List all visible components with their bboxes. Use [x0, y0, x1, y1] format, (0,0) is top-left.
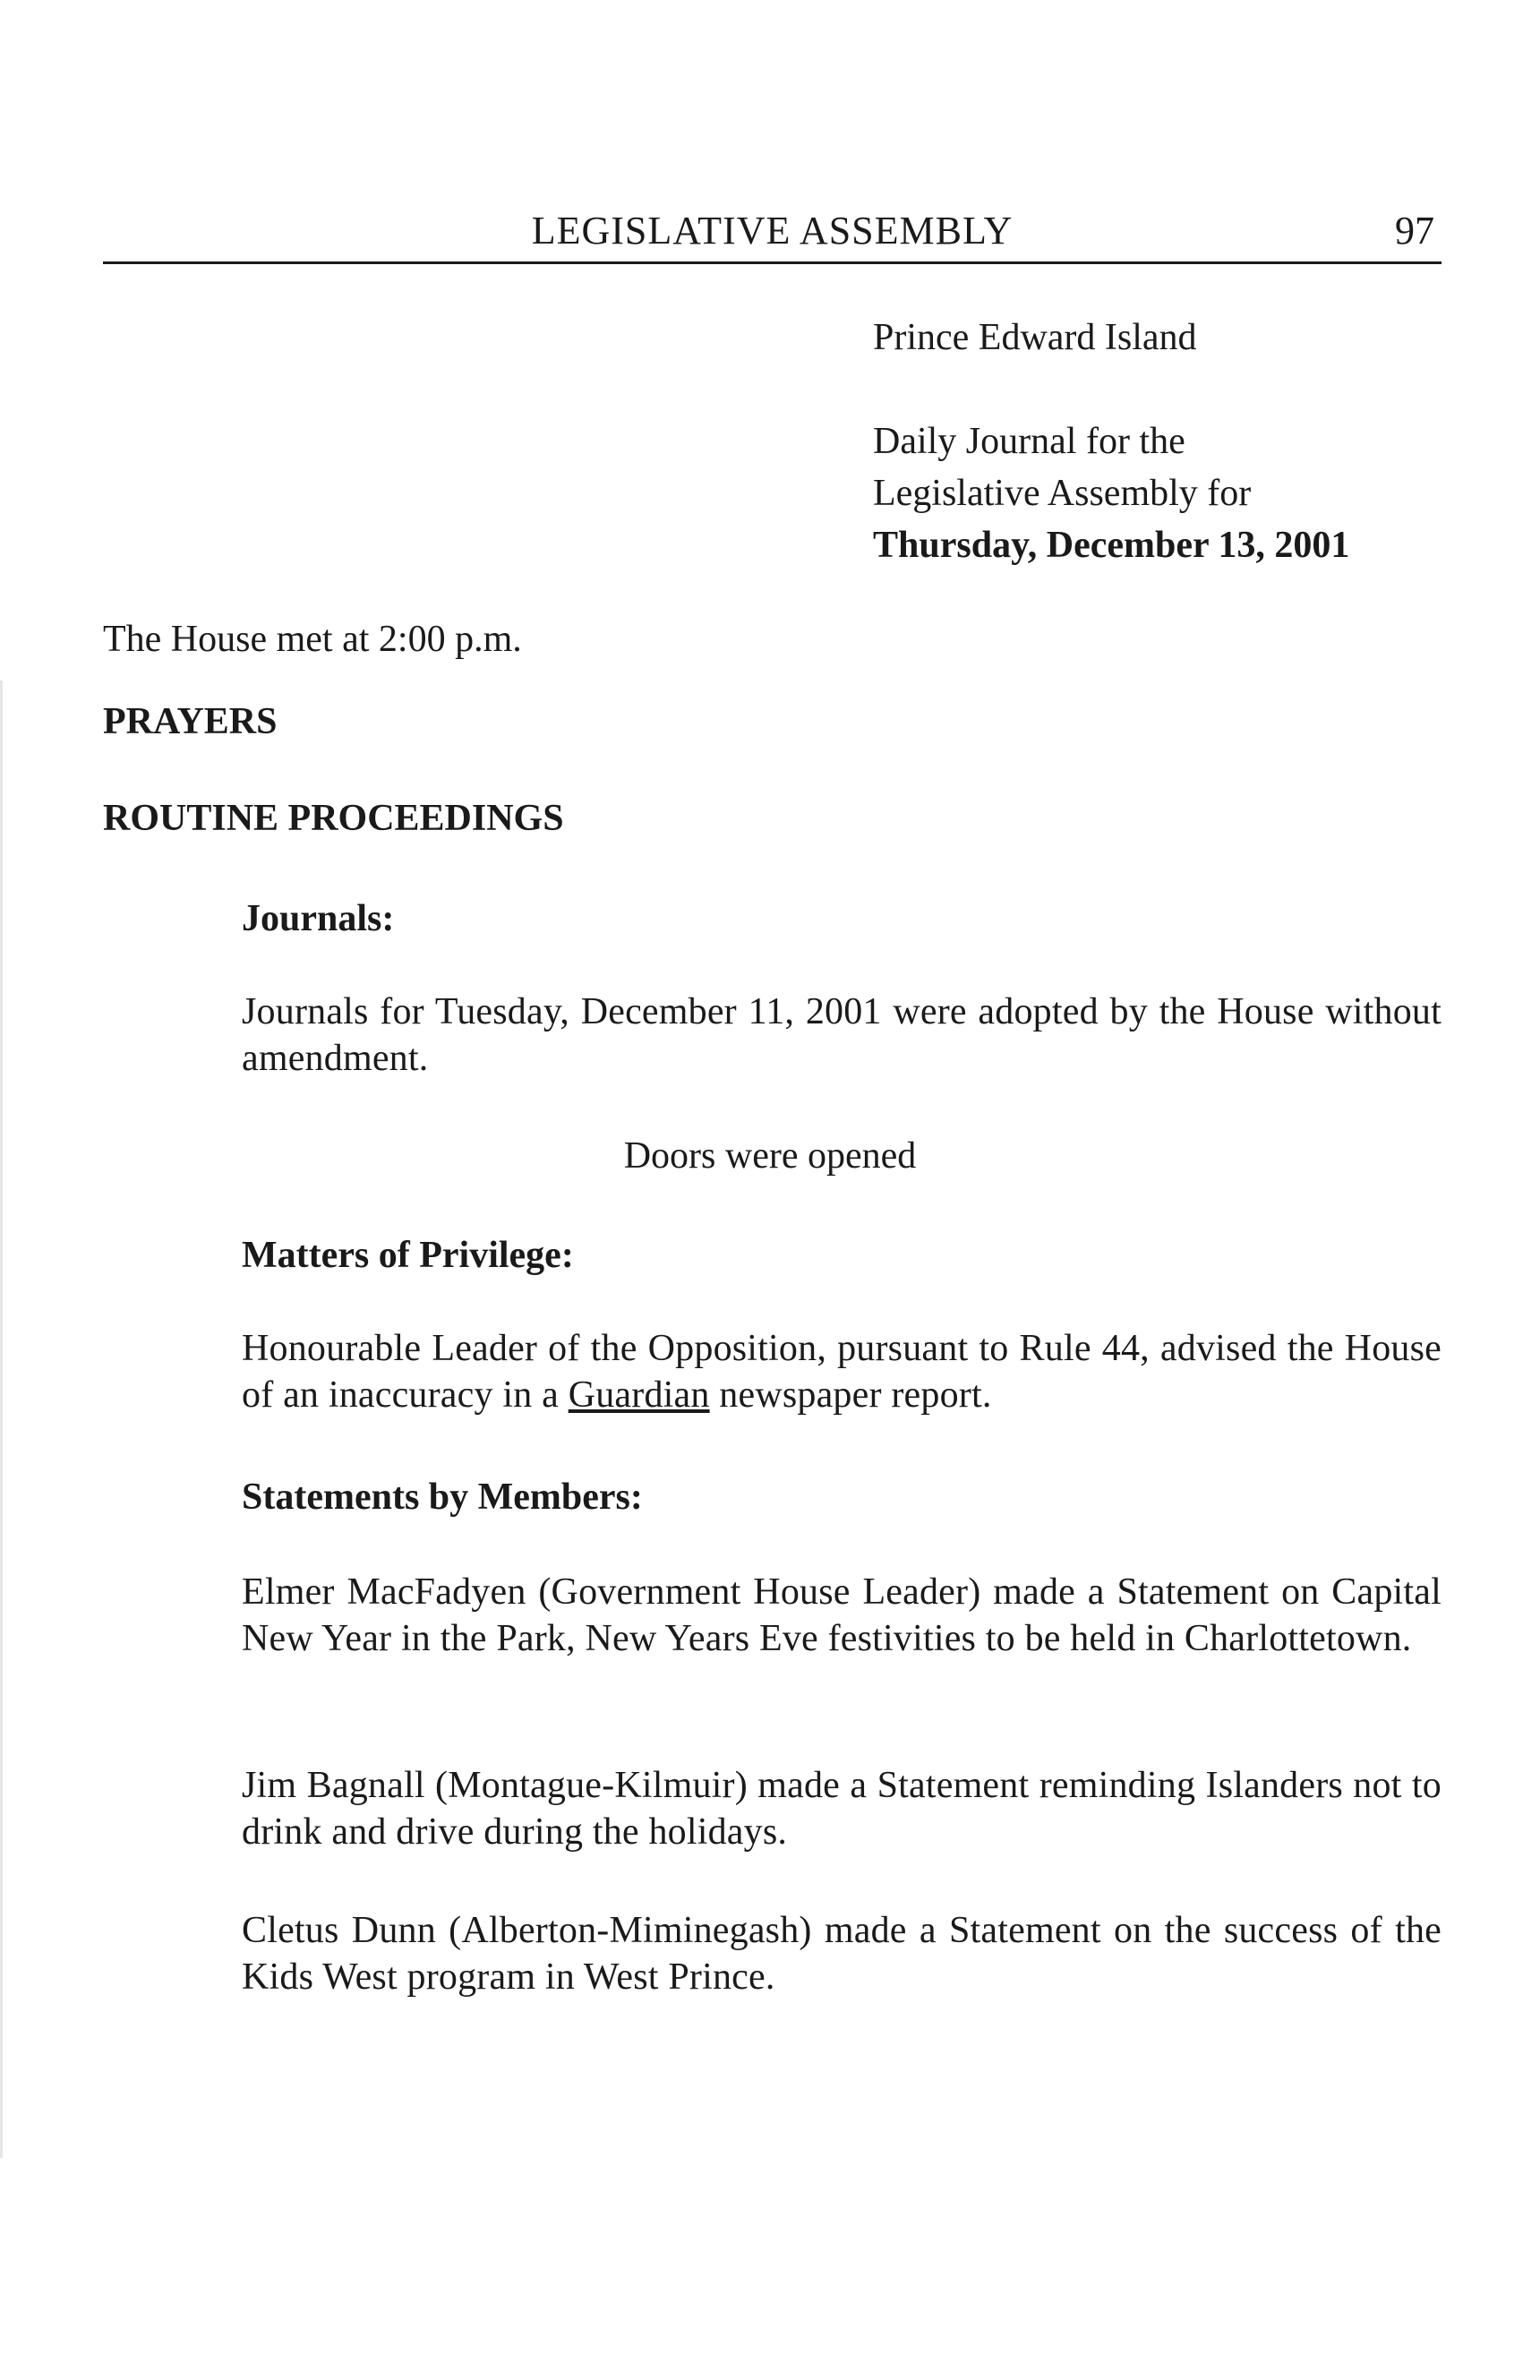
statement-item: Jim Bagnall (Montague-Kilmuir) made a Statement reminding Islanders not to drink and drive during the holidays.	[242, 1765, 1442, 1853]
sitting-date: Thursday, December 13, 2001	[873, 525, 1350, 566]
masthead	[873, 312, 1349, 571]
page-number: 97	[1395, 209, 1434, 253]
house-met-line: The House met at 2:00 p.m.	[103, 619, 522, 660]
journals-paragraph: Journals for Tuesday, December 11, 2001 were adopted by the House without amendment.	[242, 991, 1442, 1079]
prayers-heading: PRAYERS	[103, 701, 278, 742]
statements-heading: Statements by Members:	[242, 1477, 643, 1518]
journal-title-line-2: Legislative Assembly for	[873, 473, 1252, 514]
newspaper-name: Guardian	[568, 1374, 710, 1416]
statement-item: Cletus Dunn (Alberton-Miminegash) made a Statement on the success of the Kids West program in West Prince.	[242, 1910, 1442, 1998]
privilege-text-start: Honourable Leader of the Opposition, pursuant to Rule 44, advised the House of an inaccuracy in a	[242, 1328, 1442, 1416]
privilege-text-end: newspaper report.	[709, 1374, 992, 1416]
privilege-paragraph	[242, 1325, 1442, 1418]
running-title: LEGISLATIVE ASSEMBLY	[531, 209, 1014, 253]
journals-heading: Journals:	[242, 898, 395, 939]
doors-opened-line: Doors were opened	[623, 1135, 917, 1177]
running-header	[103, 208, 1442, 264]
routine-proceedings-heading: ROUTINE PROCEEDINGS	[103, 798, 564, 839]
privilege-heading: Matters of Privilege:	[242, 1235, 574, 1276]
statement-item: Elmer MacFadyen (Government House Leader) made a Statement on Capital New Year in the Park, New Years Eve festivities to be held in Charlottetown.	[242, 1571, 1442, 1659]
scan-edge	[0, 681, 3, 2158]
journal-title-line-1: Daily Journal for the	[873, 421, 1185, 462]
province-name: Prince Edward Island	[873, 317, 1197, 358]
